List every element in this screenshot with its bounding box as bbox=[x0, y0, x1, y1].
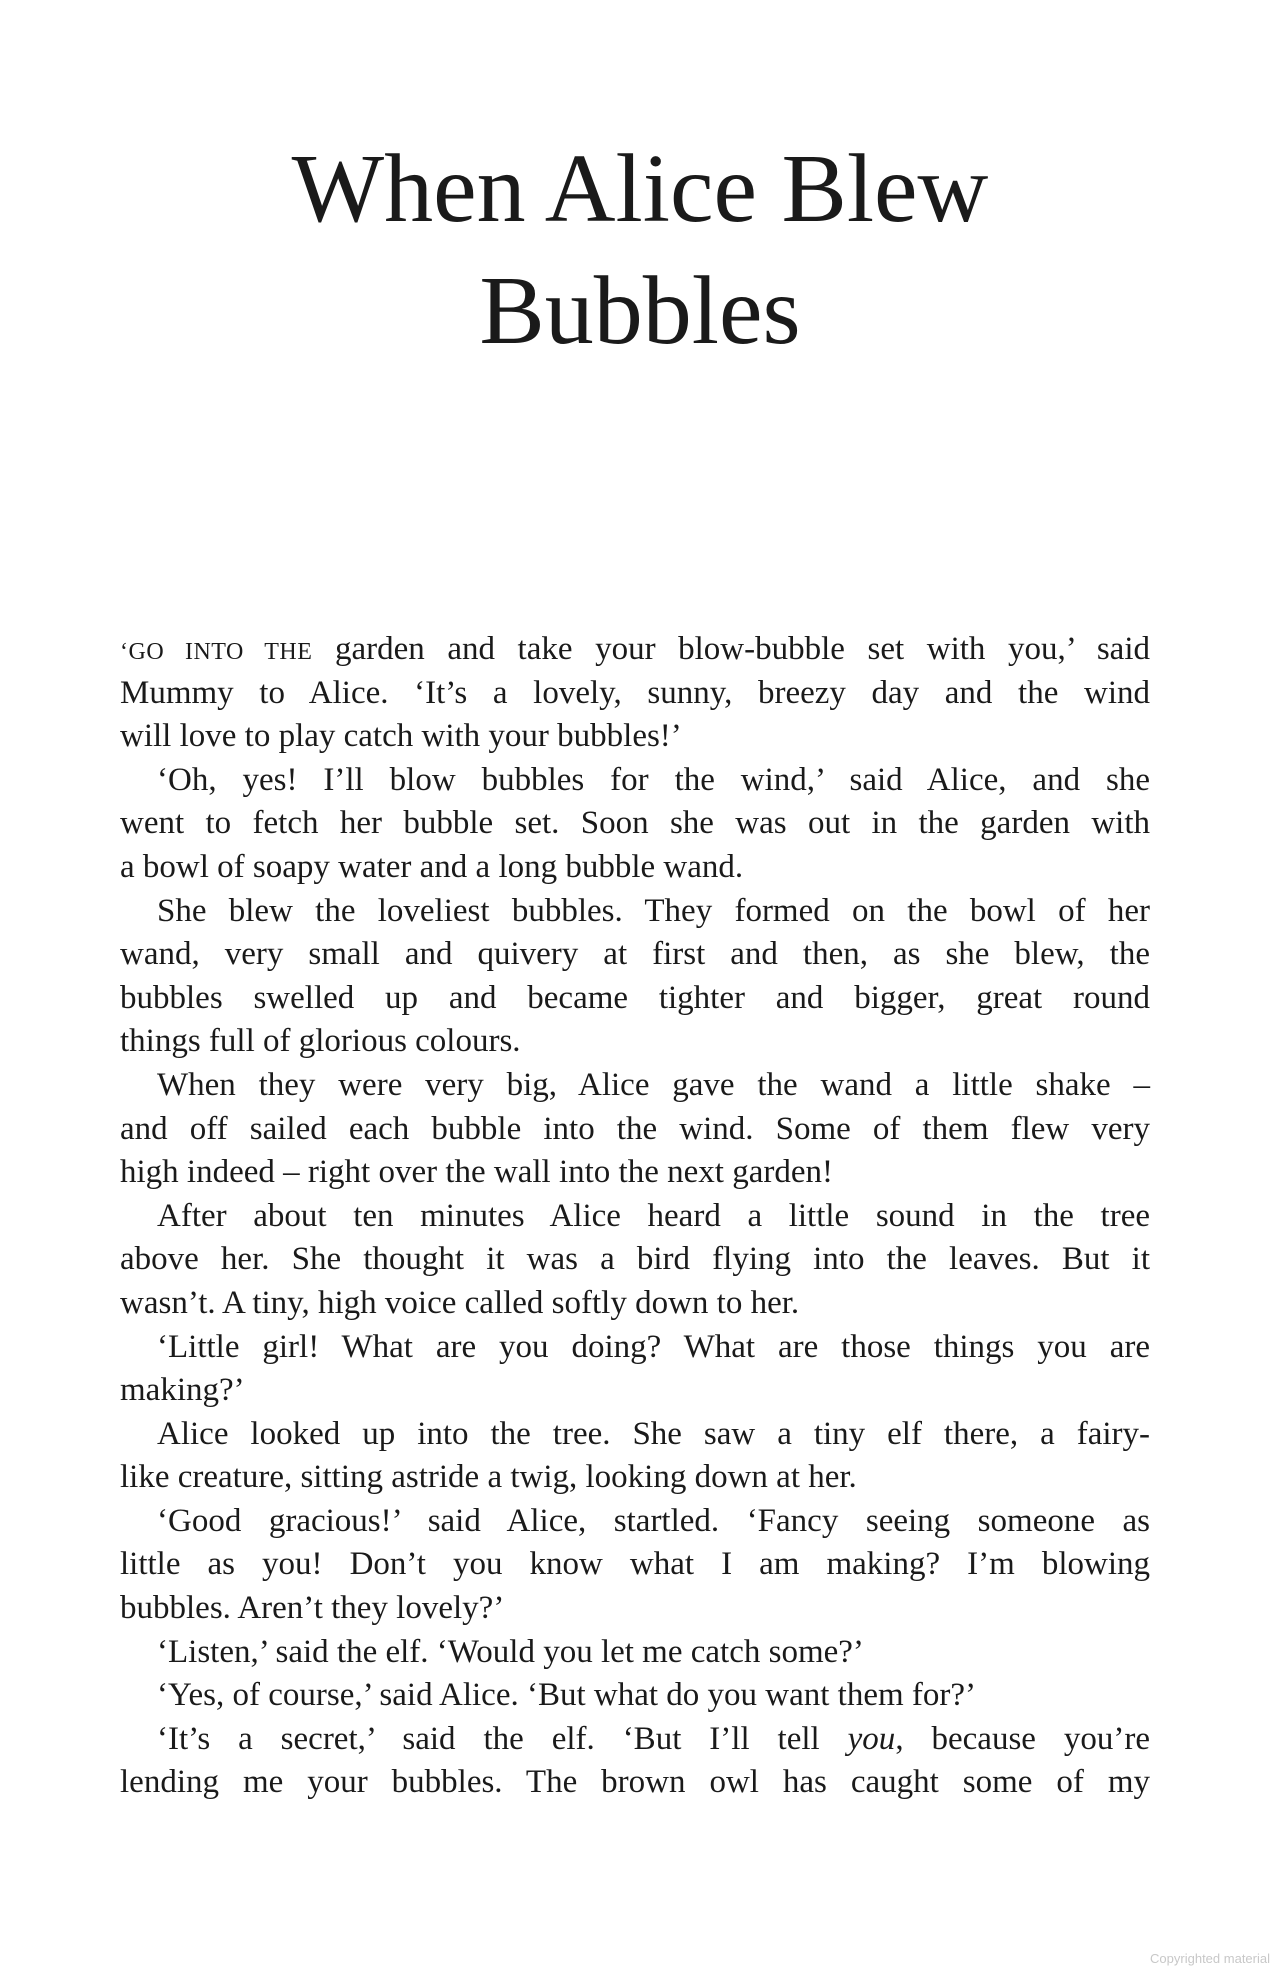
line-text: a bowl of soapy water and a long bubble wand. bbox=[120, 848, 744, 885]
paragraph bbox=[120, 759, 1150, 890]
line-text: making?’ bbox=[120, 1372, 245, 1409]
chapter-title bbox=[0, 128, 1280, 372]
line-text: Alice looked up into the tree. She saw a tiny elf there, a fairy- bbox=[157, 1415, 1150, 1452]
text-line bbox=[120, 1718, 1150, 1762]
line-text: , because you’re bbox=[895, 1720, 1150, 1757]
text-line bbox=[120, 933, 1150, 977]
paragraph bbox=[120, 1195, 1150, 1326]
line-text: like creature, sitting astride a twig, looking down at her. bbox=[120, 1459, 857, 1496]
line-text: will love to play catch with your bubbles!’ bbox=[120, 718, 682, 755]
text-line bbox=[120, 1369, 1150, 1413]
line-text: wand, very small and quivery at first and then, as she blew, the bbox=[120, 936, 1150, 973]
line-text: garden and take your blow-bubble set with you,’ said bbox=[312, 631, 1150, 667]
text-line bbox=[120, 1413, 1150, 1457]
line-text: When they were very big, Alice gave the wand a little shake – bbox=[157, 1066, 1150, 1103]
paragraph bbox=[120, 1413, 1150, 1500]
line-text: She blew the loveliest bubbles. They formed on the bowl of her bbox=[157, 892, 1150, 929]
line-text: ‘Listen,’ said the elf. ‘Would you let me catch some?’ bbox=[157, 1633, 864, 1670]
text-line bbox=[120, 890, 1150, 934]
line-text: ‘Yes, of course,’ said Alice. ‘But what do you want them for?’ bbox=[157, 1677, 977, 1714]
text-line bbox=[120, 1674, 1150, 1718]
text-line bbox=[120, 977, 1150, 1021]
copyright-watermark: Copyrighted material bbox=[1150, 1951, 1270, 1966]
paragraph bbox=[120, 1500, 1150, 1631]
text-line bbox=[120, 1151, 1150, 1195]
chapter-title-line-1: When Alice Blew bbox=[291, 135, 989, 243]
line-text: above her. She thought it was a bird flying into the leaves. But it bbox=[120, 1241, 1150, 1278]
text-line bbox=[120, 1587, 1150, 1631]
line-text: bubbles swelled up and became tighter and bigger, great round bbox=[120, 979, 1150, 1016]
text-line bbox=[120, 628, 1150, 672]
line-text: ‘Good gracious!’ said Alice, startled. ‘Fancy seeing someone as bbox=[157, 1502, 1150, 1539]
line-text: ‘Oh, yes! I’ll blow bubbles for the wind,’ said Alice, and she bbox=[157, 761, 1150, 798]
text-line bbox=[120, 1500, 1150, 1544]
paragraph bbox=[120, 1718, 1150, 1805]
line-text: ‘It’s a secret,’ said the elf. ‘But I’ll tell bbox=[157, 1720, 848, 1757]
text-line bbox=[120, 759, 1150, 803]
line-text: and off sailed each bubble into the wind. Some of them flew very bbox=[120, 1110, 1150, 1147]
text-line bbox=[120, 1456, 1150, 1500]
text-line bbox=[120, 1064, 1150, 1108]
paragraph bbox=[120, 1631, 1150, 1675]
paragraph bbox=[120, 890, 1150, 1064]
text-line bbox=[120, 672, 1150, 716]
text-line bbox=[120, 1108, 1150, 1152]
line-text: lending me your bubbles. The brown owl has caught some of my bbox=[120, 1764, 1150, 1801]
text-line bbox=[120, 1282, 1150, 1326]
small-caps-opening: ‘GO INTO THE bbox=[120, 639, 313, 665]
text-line bbox=[120, 1543, 1150, 1587]
line-text: After about ten minutes Alice heard a little sound in the tree bbox=[157, 1197, 1150, 1234]
text-line bbox=[120, 846, 1150, 890]
text-line bbox=[120, 1195, 1150, 1239]
text-line bbox=[120, 1631, 1150, 1675]
text-line bbox=[120, 1326, 1150, 1370]
line-text: little as you! Don’t you know what I am making? I’m blowing bbox=[120, 1546, 1150, 1583]
line-text: bubbles. Aren’t they lovely?’ bbox=[120, 1590, 505, 1627]
paragraph bbox=[120, 628, 1150, 759]
paragraph bbox=[120, 1326, 1150, 1413]
text-line bbox=[120, 715, 1150, 759]
text-line bbox=[120, 1761, 1150, 1805]
text-line bbox=[120, 802, 1150, 846]
text-line bbox=[120, 1020, 1150, 1064]
line-text: Mummy to Alice. ‘It’s a lovely, sunny, breezy day and the wind bbox=[120, 674, 1150, 711]
chapter-title-line-2: Bubbles bbox=[479, 257, 801, 365]
line-text: things full of glorious colours. bbox=[120, 1023, 521, 1060]
line-text: went to fetch her bubble set. Soon she was out in the garden with bbox=[120, 805, 1150, 842]
line-text: ‘Little girl! What are you doing? What are those things you are bbox=[157, 1328, 1150, 1365]
line-text: high indeed – right over the wall into the next garden! bbox=[120, 1154, 833, 1191]
chapter-body bbox=[120, 628, 1150, 1805]
text-line bbox=[120, 1238, 1150, 1282]
paragraph bbox=[120, 1674, 1150, 1718]
emphasis-text: you bbox=[847, 1720, 896, 1757]
line-text: wasn’t. A tiny, high voice called softly down to her. bbox=[120, 1284, 800, 1321]
paragraph bbox=[120, 1064, 1150, 1195]
